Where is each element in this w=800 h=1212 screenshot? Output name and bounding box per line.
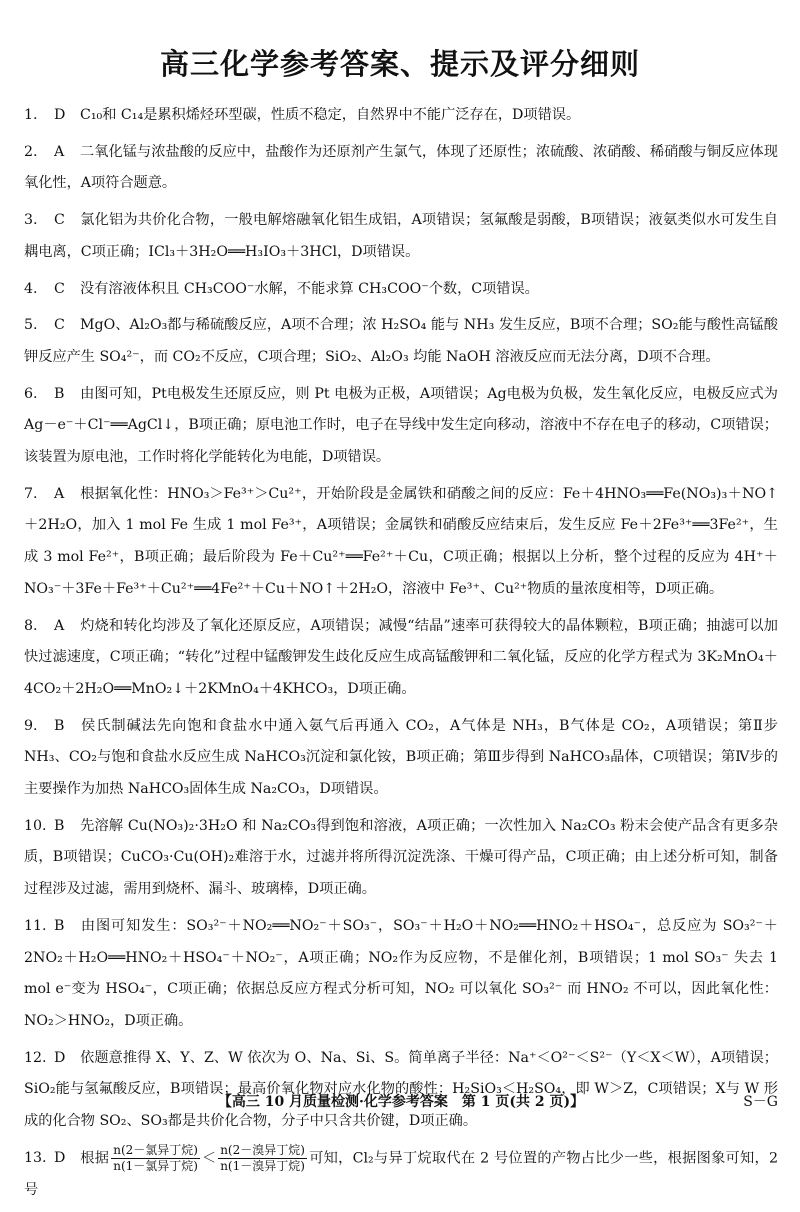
- item-answer: A: [54, 143, 65, 160]
- answer-list: [24, 100, 778, 1212]
- item-answer: D: [54, 1150, 66, 1167]
- answer-item: [24, 274, 778, 306]
- answer-item: [24, 811, 778, 906]
- answer-item: [24, 137, 778, 200]
- item-answer: C: [54, 212, 65, 229]
- item-number: 9.: [24, 717, 38, 734]
- answer-item: [24, 379, 778, 474]
- item-explanation: 可知，Cl₂与异丁烷取代在 2 号位置的产物占比少一些，根据图象可知，2 号: [24, 1150, 778, 1198]
- item-answer: A: [54, 485, 65, 502]
- item-number: 12.: [24, 1049, 47, 1066]
- less-than-sign: ＜: [201, 1150, 217, 1167]
- answer-item-13: [24, 1143, 778, 1207]
- answer-item: [24, 310, 778, 373]
- answer-item: [24, 911, 778, 1038]
- item-lead: 根据: [80, 1150, 110, 1167]
- item-explanation: 氯化铝为共价化合物，一般电解熔融氧化铝生成铝，A项错误；氢氟酸是弱酸，B项错误；液氨类似水可发生自耦电离，C项正确；ICl₃＋3H₂O══H₃IO₃＋3HCl，D项错误。: [24, 212, 778, 260]
- fraction-numerator: n(2－氯异丁烷): [113, 1142, 198, 1157]
- page-title: 高三化学参考答案、提示及评分细则: [159, 47, 640, 81]
- fraction-bromo: [218, 1143, 307, 1174]
- item-number: 11.: [24, 917, 47, 934]
- item-number: 13.: [24, 1150, 47, 1167]
- item-explanation: 灼烧和转化均涉及了氧化还原反应，A项错误；减慢“结晶”速率可获得较大的晶体颗粒，B项正确；抽滤可以加快过滤速度，C项正确；“转化”过程中锰酸钾发生歧化反应生成高锰酸钾和二氧化锰，反应的化学方程式为 3K₂MnO₄＋4CO₂＋2H₂O══MnO₂↓＋2KMnO₄＋4KHCO₃，D项正确。: [24, 617, 778, 697]
- item-answer: C: [54, 280, 65, 297]
- item-answer: D: [54, 1049, 66, 1066]
- item-answer: C: [54, 317, 65, 334]
- answer-item: [24, 479, 778, 606]
- item-answer: B: [54, 385, 65, 402]
- footer-code: S－G: [743, 1094, 778, 1110]
- item-explanation: 二氧化锰与浓盐酸的反应中，盐酸作为还原剂产生氯气，体现了还原性；浓硫酸、浓硝酸、稀硝酸与铜反应体现氧化性，A项符合题意。: [24, 143, 778, 192]
- item-explanation: 侯氏制碱法先向饱和食盐水中通入氨气后再通入 CO₂，A气体是 NH₃，B气体是 CO₂，A项错误；第Ⅱ步 NH₃、CO₂与饱和食盐水反应生成 NaHCO₃沉淀和氯化铵，B项正确；第Ⅲ步得到 NaHCO₃晶体，C项错误；第Ⅳ步的主要操作为加热 NaHCO₃固体生成 Na₂CO₃，D项错误。: [24, 717, 778, 798]
- item-explanation: 由图可知发生：SO₃²⁻＋NO₂══NO₂⁻＋SO₃⁻，SO₃⁻＋H₂O＋NO₂══HNO₂＋HSO₄⁻，总反应为 SO₃²⁻＋2NO₂＋H₂O══HNO₂＋HSO₄⁻＋NO₂⁻，A项正确；NO₂作为反应物，不是催化剂，B项错误；1 mol SO₃⁻ 失去 1 mol e⁻变为 HSO₄⁻，C项正确；依据总反应方程式分析可知，NO₂ 可以氧化 SO₃²⁻ 而 HNO₂ 不可以，因此氧化性：NO₂＞HNO₂，D项正确。: [24, 917, 778, 1029]
- item-number: 6.: [24, 385, 38, 402]
- item-explanation: 先溶解 Cu(NO₃)₂·3H₂O 和 Na₂CO₃得到饱和溶液，A项正确；一次性加入 Na₂CO₃ 粉末会使产品含有更多杂质，B项错误；CuCO₃·Cu(OH)₂难溶于水，过滤并将所得沉淀洗涤、干燥可得产品，C项正确；由上述分析可知，制备过程涉及过滤，需用到烧杯、漏斗、玻璃棒，D项正确。: [24, 817, 778, 898]
- item-answer: B: [54, 717, 65, 734]
- item-explanation: 由图可知，Pt电极发生还原反应，则 Pt 电极为正极，A项错误；Ag电极为负极，发生氧化反应，电极反应式为 Ag－e⁻＋Cl⁻══AgCl↓，B项正确；原电池工作时，电子在导线中发生定向移动，溶液中不存在电子的移动，C项错误；该装置为原电池，工作时将化学能转化为电能，D项错误。: [24, 385, 778, 466]
- item-explanation: C₁₀和 C₁₄是累积烯烃环型碳，性质不稳定，自然界中不能广泛存在，D项错误。: [80, 107, 581, 123]
- item-answer: B: [54, 917, 65, 934]
- item-explanation: 依题意推得 X、Y、Z、W 依次为 O、Na、Si、S。简单离子半径：Na⁺＜O²⁻＜S²⁻（Y＜X＜W），A项错误；SiO₂能与氢氟酸反应，B项错误；最高价氧化物对应水化物的酸性：H₂SiO₃＜H₂SO₄，即 W＞Z，C项错误；X与 W 形成的化合物 SO₂、SO₃都是共价化合物，分子中只含共价键，D项正确。: [24, 1049, 778, 1130]
- answer-item: [24, 100, 778, 132]
- item-number: 1.: [24, 107, 38, 123]
- answer-item: [24, 711, 778, 806]
- item-number: 2.: [24, 143, 38, 160]
- item-explanation: MgO、Al₂O₃都与稀硫酸反应，A项不合理；浓 H₂SO₄ 能与 NH₃ 发生反应，B项不合理；SO₂能与酸性高锰酸钾反应产生 SO₄²⁻，而 CO₂不反应，C项合理；SiO₂、Al₂O₃ 均能 NaOH 溶液反应而无法分离，D项不合理。: [24, 317, 778, 365]
- item-number: 5.: [24, 317, 38, 334]
- item-number: 10.: [24, 817, 47, 834]
- item-explanation: 根据氧化性：HNO₃＞Fe³⁺＞Cu²⁺，开始阶段是金属铁和硝酸之间的反应：Fe＋4HNO₃══Fe(NO₃)₃＋NO↑＋2H₂O，加入 1 mol Fe 生成 1 mol Fe³⁺，A项错误；金属铁和硝酸反应结束后，发生反应 Fe＋2Fe³⁺══3Fe²⁺，生成 3 mol Fe²⁺，B项正确；最后阶段为 Fe＋Cu²⁺══Fe²⁺＋Cu，C项正确；根据以上分析，整个过程的反应为 4H⁺＋NO₃⁻＋3Fe＋Fe³⁺＋Cu²⁺══4Fe²⁺＋Cu＋NO↑＋2H₂O，溶液中 Fe³⁺、Cu²⁺物质的量浓度相等，D项正确。: [24, 485, 778, 597]
- item-number: 7.: [24, 485, 38, 502]
- item-explanation: 没有溶液体积且 CH₃COO⁻水解，不能求算 CH₃COO⁻个数，C项错误。: [80, 280, 539, 297]
- fraction-denominator: n(1－溴异丁烷): [220, 1158, 305, 1173]
- item-answer: B: [54, 817, 65, 834]
- footer-page-info: 【高三 10 月质量检测·化学参考答案 第 1 页(共 2 页)】: [217, 1094, 585, 1110]
- item-number: 3.: [24, 212, 38, 229]
- item-answer: A: [54, 617, 65, 634]
- fraction-numerator: n(2－溴异丁烷): [220, 1142, 305, 1157]
- answer-item: [24, 611, 778, 706]
- item-number: 8.: [24, 617, 38, 634]
- item-number: 4.: [24, 280, 38, 297]
- fraction-denominator: n(1－氯异丁烷): [113, 1158, 198, 1173]
- answer-item: [24, 205, 778, 268]
- item-answer: D: [54, 107, 66, 123]
- fraction-chloro: [111, 1143, 200, 1174]
